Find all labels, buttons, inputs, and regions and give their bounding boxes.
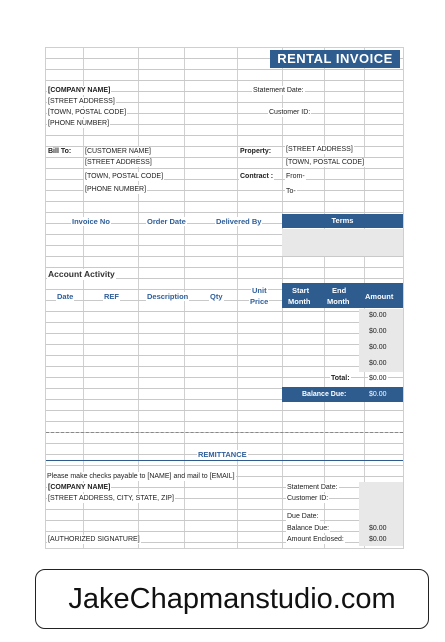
col-start-month-l2: Month [288, 297, 311, 306]
col-delivered-by: Delivered By [216, 217, 262, 226]
watermark-text: JakeChapmanstudio.com [68, 582, 396, 615]
company-street: [STREET ADDRESS] [48, 98, 115, 105]
total-label: Total: [331, 375, 350, 382]
bill-to-label: Bill To: [48, 148, 72, 155]
remit-amount-enclosed-value: $0.00 [369, 536, 387, 543]
property-town: [TOWN, POSTAL CODE] [286, 159, 365, 166]
balance-due-label: Balance Due: [302, 391, 347, 398]
contract-label: Contract : [240, 173, 274, 180]
col-description: Description [147, 292, 189, 301]
company-phone: [PHONE NUMBER] [48, 120, 110, 127]
col-end-month-l1: End [332, 286, 347, 295]
balance-due-value: $0.00 [369, 391, 387, 398]
col-amount: Amount [365, 292, 394, 301]
col-unit-price-l1: Unit [252, 286, 267, 295]
remit-customer-id-label: Customer ID: [287, 495, 329, 502]
bill-to-street: [STREET ADDRESS] [85, 159, 152, 166]
bill-to-town: [TOWN, POSTAL CODE] [85, 173, 164, 180]
col-unit-price-l2: Price [250, 297, 269, 306]
remittance-title: REMITTANCE [198, 450, 247, 459]
col-terms: Terms [282, 214, 403, 228]
cut-line [46, 432, 403, 433]
statement-date-label: Statement Date: [253, 87, 304, 94]
watermark-banner [35, 569, 429, 629]
col-end-month-l2: Month [327, 297, 350, 306]
remittance-rule [46, 460, 403, 461]
company-name: [COMPANY NAME] [48, 87, 111, 94]
invoice-sheet [45, 47, 404, 549]
invoice-title: RENTAL INVOICE [270, 50, 400, 68]
bill-to-phone: [PHONE NUMBER] [85, 186, 147, 193]
contract-from: From- [286, 173, 305, 180]
col-order-date: Order Date [147, 217, 186, 226]
customer-id-label: Customer ID: [269, 109, 311, 116]
col-date: Date [57, 292, 74, 301]
col-qty: Qty [210, 292, 223, 301]
remit-statement-date-label: Statement Date: [287, 484, 338, 491]
terms-cell [282, 229, 403, 256]
col-invoice-no: Invoice No [72, 217, 110, 226]
remit-address: [STREET ADDRESS, CITY, STATE, ZIP] [48, 495, 174, 502]
account-activity-title: Account Activity [48, 269, 115, 279]
total-value: $0.00 [369, 375, 387, 382]
remit-balance-due-label: Balance Due: [287, 525, 330, 532]
amount-row-3: $0.00 [369, 344, 387, 351]
authorized-signature: [AUTHORIZED SIGNATURE] [48, 536, 140, 543]
property-street: [STREET ADDRESS] [286, 146, 353, 153]
amount-row-4: $0.00 [369, 360, 387, 367]
amount-row-1: $0.00 [369, 312, 387, 319]
company-town: [TOWN, POSTAL CODE] [48, 109, 127, 116]
property-label: Property: [240, 148, 272, 155]
remit-balance-due-value: $0.00 [369, 525, 387, 532]
amount-row-2: $0.00 [369, 328, 387, 335]
contract-to: To- [286, 188, 296, 195]
remittance-note: Please make checks payable to [NAME] and mail to [EMAIL] [47, 473, 235, 480]
col-ref: REF [104, 292, 119, 301]
remit-company-name: [COMPANY NAME] [48, 484, 111, 491]
bill-to-customer: [CUSTOMER NAME] [85, 148, 151, 155]
remit-due-date-label: Due Date: [287, 513, 319, 520]
remit-amount-enclosed-label: Amount Enclosed: [287, 536, 344, 543]
col-start-month-l1: Start [292, 286, 310, 295]
